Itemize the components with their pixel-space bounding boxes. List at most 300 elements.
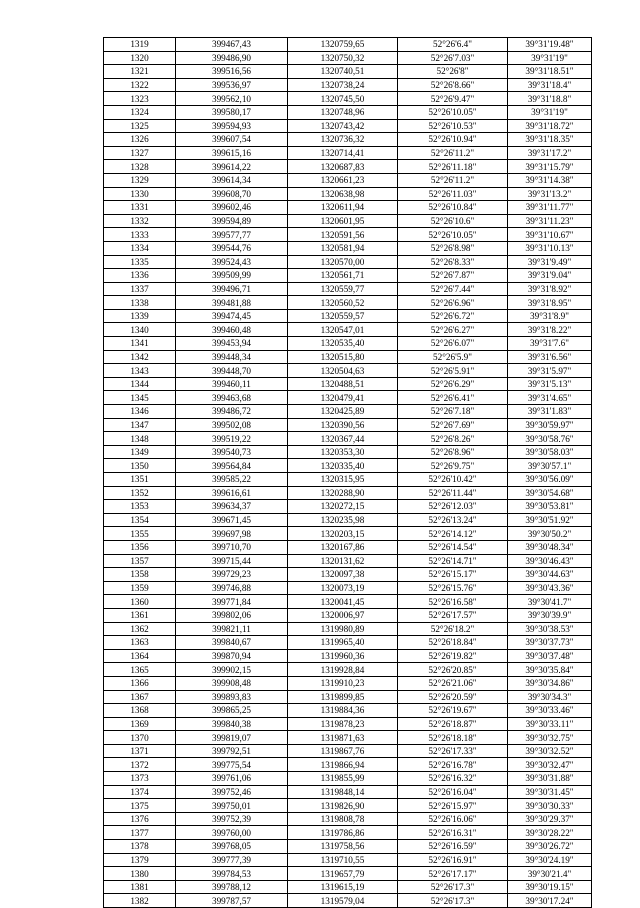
table-row bbox=[104, 826, 592, 840]
point-number-cell: 1380 bbox=[104, 867, 176, 881]
longitude-cell: 39°30'31.45" bbox=[508, 785, 592, 799]
y-coordinate-cell: 1319910,23 bbox=[288, 676, 398, 690]
x-coordinate-cell: 399752,39 bbox=[176, 812, 288, 826]
point-number-cell: 1359 bbox=[104, 581, 176, 595]
point-number-cell: 1357 bbox=[104, 554, 176, 568]
latitude-cell: 52°26'10.42" bbox=[398, 473, 508, 487]
table-row bbox=[104, 812, 592, 826]
point-number-cell: 1375 bbox=[104, 799, 176, 813]
y-coordinate-cell: 1320367,44 bbox=[288, 432, 398, 446]
y-coordinate-cell: 1320714,41 bbox=[288, 146, 398, 160]
longitude-cell: 39°31'5.13" bbox=[508, 377, 592, 391]
point-number-cell: 1336 bbox=[104, 269, 176, 283]
longitude-cell: 39°30'26.72" bbox=[508, 840, 592, 854]
y-coordinate-cell: 1319855,99 bbox=[288, 772, 398, 786]
table-row bbox=[104, 595, 592, 609]
table-row bbox=[104, 445, 592, 459]
y-coordinate-cell: 1320559,57 bbox=[288, 309, 398, 323]
point-number-cell: 1340 bbox=[104, 323, 176, 337]
x-coordinate-cell: 399775,54 bbox=[176, 758, 288, 772]
x-coordinate-cell: 399481,88 bbox=[176, 296, 288, 310]
x-coordinate-cell: 399802,06 bbox=[176, 608, 288, 622]
x-coordinate-cell: 399908,48 bbox=[176, 676, 288, 690]
latitude-cell: 52°26'16.78" bbox=[398, 758, 508, 772]
x-coordinate-cell: 399460,11 bbox=[176, 377, 288, 391]
point-number-cell: 1337 bbox=[104, 282, 176, 296]
latitude-cell: 52°26'16.58" bbox=[398, 595, 508, 609]
longitude-cell: 39°30'57.1" bbox=[508, 459, 592, 473]
longitude-cell: 39°31'6.56" bbox=[508, 350, 592, 364]
latitude-cell: 52°26'13.24" bbox=[398, 513, 508, 527]
point-number-cell: 1366 bbox=[104, 676, 176, 690]
table-row bbox=[104, 228, 592, 242]
longitude-cell: 39°31'18.4" bbox=[508, 78, 592, 92]
latitude-cell: 52°26'5.91" bbox=[398, 364, 508, 378]
y-coordinate-cell: 1320390,56 bbox=[288, 418, 398, 432]
latitude-cell: 52°26'19.82" bbox=[398, 649, 508, 663]
table-row bbox=[104, 65, 592, 79]
latitude-cell: 52°26'12.03" bbox=[398, 500, 508, 514]
table-row bbox=[104, 173, 592, 187]
y-coordinate-cell: 1320167,86 bbox=[288, 540, 398, 554]
longitude-cell: 39°30'38.53" bbox=[508, 622, 592, 636]
longitude-cell: 39°31'15.79" bbox=[508, 160, 592, 174]
point-number-cell: 1361 bbox=[104, 608, 176, 622]
point-number-cell: 1381 bbox=[104, 880, 176, 894]
point-number-cell: 1374 bbox=[104, 785, 176, 799]
latitude-cell: 52°26'9.47" bbox=[398, 92, 508, 106]
y-coordinate-cell: 1319786,86 bbox=[288, 826, 398, 840]
y-coordinate-cell: 1319866,94 bbox=[288, 758, 398, 772]
point-number-cell: 1335 bbox=[104, 255, 176, 269]
point-number-cell: 1338 bbox=[104, 296, 176, 310]
latitude-cell: 52°26'18.84" bbox=[398, 636, 508, 650]
point-number-cell: 1344 bbox=[104, 377, 176, 391]
point-number-cell: 1378 bbox=[104, 840, 176, 854]
point-number-cell: 1371 bbox=[104, 744, 176, 758]
longitude-cell: 39°30'58.03" bbox=[508, 445, 592, 459]
point-number-cell: 1322 bbox=[104, 78, 176, 92]
latitude-cell: 52°26'20.85" bbox=[398, 663, 508, 677]
table-row bbox=[104, 255, 592, 269]
x-coordinate-cell: 399771,84 bbox=[176, 595, 288, 609]
longitude-cell: 39°30'31.88" bbox=[508, 772, 592, 786]
point-number-cell: 1368 bbox=[104, 704, 176, 718]
table-row bbox=[104, 309, 592, 323]
y-coordinate-cell: 1320748,96 bbox=[288, 105, 398, 119]
table-row bbox=[104, 690, 592, 704]
y-coordinate-cell: 1320638,98 bbox=[288, 187, 398, 201]
longitude-cell: 39°31'11.23" bbox=[508, 214, 592, 228]
x-coordinate-cell: 399865,25 bbox=[176, 704, 288, 718]
point-number-cell: 1330 bbox=[104, 187, 176, 201]
longitude-cell: 39°31'19" bbox=[508, 51, 592, 65]
y-coordinate-cell: 1319579,04 bbox=[288, 894, 398, 908]
longitude-cell: 39°30'39.9" bbox=[508, 608, 592, 622]
point-number-cell: 1351 bbox=[104, 473, 176, 487]
point-number-cell: 1343 bbox=[104, 364, 176, 378]
latitude-cell: 52°26'11.2" bbox=[398, 173, 508, 187]
longitude-cell: 39°31'8.9" bbox=[508, 309, 592, 323]
point-number-cell: 1319 bbox=[104, 38, 176, 52]
longitude-cell: 39°30'17.24" bbox=[508, 894, 592, 908]
latitude-cell: 52°26'8" bbox=[398, 65, 508, 79]
latitude-cell: 52°26'10.05" bbox=[398, 105, 508, 119]
latitude-cell: 52°26'6.27" bbox=[398, 323, 508, 337]
latitude-cell: 52°26'11.2" bbox=[398, 146, 508, 160]
longitude-cell: 39°30'33.11" bbox=[508, 717, 592, 731]
table-row bbox=[104, 731, 592, 745]
longitude-cell: 39°30'32.47" bbox=[508, 758, 592, 772]
longitude-cell: 39°31'8.22" bbox=[508, 323, 592, 337]
y-coordinate-cell: 1320743,42 bbox=[288, 119, 398, 133]
longitude-cell: 39°30'21.4" bbox=[508, 867, 592, 881]
longitude-cell: 39°30'44.63" bbox=[508, 568, 592, 582]
point-number-cell: 1332 bbox=[104, 214, 176, 228]
y-coordinate-cell: 1320687,83 bbox=[288, 160, 398, 174]
point-number-cell: 1382 bbox=[104, 894, 176, 908]
x-coordinate-cell: 399788,12 bbox=[176, 880, 288, 894]
point-number-cell: 1339 bbox=[104, 309, 176, 323]
latitude-cell: 52°26'7.18" bbox=[398, 405, 508, 419]
y-coordinate-cell: 1320272,15 bbox=[288, 500, 398, 514]
longitude-cell: 39°31'17.2" bbox=[508, 146, 592, 160]
y-coordinate-cell: 1320581,94 bbox=[288, 241, 398, 255]
latitude-cell: 52°26'8.66" bbox=[398, 78, 508, 92]
y-coordinate-cell: 1320235,98 bbox=[288, 513, 398, 527]
y-coordinate-cell: 1320661,23 bbox=[288, 173, 398, 187]
latitude-cell: 52°26'17.17" bbox=[398, 867, 508, 881]
longitude-cell: 39°30'35.84" bbox=[508, 663, 592, 677]
latitude-cell: 52°26'5.9" bbox=[398, 350, 508, 364]
point-number-cell: 1329 bbox=[104, 173, 176, 187]
longitude-cell: 39°31'18.35" bbox=[508, 133, 592, 147]
longitude-cell: 39°31'11.77" bbox=[508, 201, 592, 215]
y-coordinate-cell: 1319826,90 bbox=[288, 799, 398, 813]
x-coordinate-cell: 399634,37 bbox=[176, 500, 288, 514]
x-coordinate-cell: 399608,70 bbox=[176, 187, 288, 201]
point-number-cell: 1341 bbox=[104, 337, 176, 351]
y-coordinate-cell: 1320591,56 bbox=[288, 228, 398, 242]
latitude-cell: 52°26'10.84" bbox=[398, 201, 508, 215]
longitude-cell: 39°31'10.13" bbox=[508, 241, 592, 255]
x-coordinate-cell: 399710,70 bbox=[176, 540, 288, 554]
longitude-cell: 39°30'51.92" bbox=[508, 513, 592, 527]
longitude-cell: 39°30'33.46" bbox=[508, 704, 592, 718]
y-coordinate-cell: 1320041,45 bbox=[288, 595, 398, 609]
table-row bbox=[104, 78, 592, 92]
longitude-cell: 39°30'59.97" bbox=[508, 418, 592, 432]
y-coordinate-cell: 1320488,51 bbox=[288, 377, 398, 391]
x-coordinate-cell: 399746,88 bbox=[176, 581, 288, 595]
y-coordinate-cell: 1319808,78 bbox=[288, 812, 398, 826]
longitude-cell: 39°31'5.97" bbox=[508, 364, 592, 378]
latitude-cell: 52°26'7.87" bbox=[398, 269, 508, 283]
latitude-cell: 52°26'11.03" bbox=[398, 187, 508, 201]
x-coordinate-cell: 399602,46 bbox=[176, 201, 288, 215]
latitude-cell: 52°26'18.2" bbox=[398, 622, 508, 636]
latitude-cell: 52°26'7.69" bbox=[398, 418, 508, 432]
table-row bbox=[104, 649, 592, 663]
y-coordinate-cell: 1320559,77 bbox=[288, 282, 398, 296]
latitude-cell: 52°26'8.26" bbox=[398, 432, 508, 446]
longitude-cell: 39°30'56.09" bbox=[508, 473, 592, 487]
point-number-cell: 1349 bbox=[104, 445, 176, 459]
point-number-cell: 1328 bbox=[104, 160, 176, 174]
x-coordinate-cell: 399453,94 bbox=[176, 337, 288, 351]
latitude-cell: 52°26'18.18" bbox=[398, 731, 508, 745]
y-coordinate-cell: 1320745,50 bbox=[288, 92, 398, 106]
x-coordinate-cell: 399715,44 bbox=[176, 554, 288, 568]
point-number-cell: 1370 bbox=[104, 731, 176, 745]
x-coordinate-cell: 399840,67 bbox=[176, 636, 288, 650]
x-coordinate-cell: 399750,01 bbox=[176, 799, 288, 813]
y-coordinate-cell: 1319758,56 bbox=[288, 840, 398, 854]
coordinates-table bbox=[103, 37, 592, 908]
longitude-cell: 39°31'19" bbox=[508, 105, 592, 119]
latitude-cell: 52°26'6.41" bbox=[398, 391, 508, 405]
y-coordinate-cell: 1319960,36 bbox=[288, 649, 398, 663]
y-coordinate-cell: 1320547,01 bbox=[288, 323, 398, 337]
table-row bbox=[104, 364, 592, 378]
point-number-cell: 1320 bbox=[104, 51, 176, 65]
x-coordinate-cell: 399585,22 bbox=[176, 473, 288, 487]
point-number-cell: 1376 bbox=[104, 812, 176, 826]
longitude-cell: 39°30'32.75" bbox=[508, 731, 592, 745]
table-row bbox=[104, 214, 592, 228]
x-coordinate-cell: 399580,17 bbox=[176, 105, 288, 119]
table-row bbox=[104, 540, 592, 554]
point-number-cell: 1365 bbox=[104, 663, 176, 677]
x-coordinate-cell: 399729,23 bbox=[176, 568, 288, 582]
x-coordinate-cell: 399577,77 bbox=[176, 228, 288, 242]
y-coordinate-cell: 1320561,71 bbox=[288, 269, 398, 283]
table-row bbox=[104, 391, 592, 405]
y-coordinate-cell: 1320740,51 bbox=[288, 65, 398, 79]
longitude-cell: 39°30'58.76" bbox=[508, 432, 592, 446]
point-number-cell: 1342 bbox=[104, 350, 176, 364]
point-number-cell: 1321 bbox=[104, 65, 176, 79]
y-coordinate-cell: 1320515,80 bbox=[288, 350, 398, 364]
longitude-cell: 39°31'19.48" bbox=[508, 38, 592, 52]
longitude-cell: 39°31'7.6" bbox=[508, 337, 592, 351]
latitude-cell: 52°26'14.54" bbox=[398, 540, 508, 554]
x-coordinate-cell: 399768,05 bbox=[176, 840, 288, 854]
table-row bbox=[104, 432, 592, 446]
latitude-cell: 52°26'6.72" bbox=[398, 309, 508, 323]
table-row bbox=[104, 527, 592, 541]
table-row bbox=[104, 459, 592, 473]
x-coordinate-cell: 399496,71 bbox=[176, 282, 288, 296]
point-number-cell: 1379 bbox=[104, 853, 176, 867]
y-coordinate-cell: 1320759,65 bbox=[288, 38, 398, 52]
table-row bbox=[104, 296, 592, 310]
latitude-cell: 52°26'17.3" bbox=[398, 880, 508, 894]
longitude-cell: 39°30'30.33" bbox=[508, 799, 592, 813]
latitude-cell: 52°26'11.18" bbox=[398, 160, 508, 174]
x-coordinate-cell: 399463,68 bbox=[176, 391, 288, 405]
point-number-cell: 1326 bbox=[104, 133, 176, 147]
x-coordinate-cell: 399544,76 bbox=[176, 241, 288, 255]
latitude-cell: 52°26'17.57" bbox=[398, 608, 508, 622]
x-coordinate-cell: 399607,54 bbox=[176, 133, 288, 147]
latitude-cell: 52°26'20.59" bbox=[398, 690, 508, 704]
longitude-cell: 39°30'37.48" bbox=[508, 649, 592, 663]
point-number-cell: 1347 bbox=[104, 418, 176, 432]
x-coordinate-cell: 399564,84 bbox=[176, 459, 288, 473]
latitude-cell: 52°26'7.03" bbox=[398, 51, 508, 65]
table-row bbox=[104, 486, 592, 500]
x-coordinate-cell: 399821,11 bbox=[176, 622, 288, 636]
longitude-cell: 39°30'34.3" bbox=[508, 690, 592, 704]
latitude-cell: 52°26'11.44" bbox=[398, 486, 508, 500]
longitude-cell: 39°31'8.95" bbox=[508, 296, 592, 310]
x-coordinate-cell: 399760,00 bbox=[176, 826, 288, 840]
longitude-cell: 39°30'28.22" bbox=[508, 826, 592, 840]
table-row bbox=[104, 581, 592, 595]
x-coordinate-cell: 399671,45 bbox=[176, 513, 288, 527]
longitude-cell: 39°30'19.15" bbox=[508, 880, 592, 894]
point-number-cell: 1364 bbox=[104, 649, 176, 663]
latitude-cell: 52°26'8.33" bbox=[398, 255, 508, 269]
longitude-cell: 39°30'24.19" bbox=[508, 853, 592, 867]
latitude-cell: 52°26'16.32" bbox=[398, 772, 508, 786]
x-coordinate-cell: 399787,57 bbox=[176, 894, 288, 908]
table-row bbox=[104, 160, 592, 174]
y-coordinate-cell: 1319657,79 bbox=[288, 867, 398, 881]
latitude-cell: 52°26'8.96" bbox=[398, 445, 508, 459]
point-number-cell: 1372 bbox=[104, 758, 176, 772]
table-row bbox=[104, 418, 592, 432]
latitude-cell: 52°26'10.05" bbox=[398, 228, 508, 242]
table-row bbox=[104, 513, 592, 527]
y-coordinate-cell: 1320353,30 bbox=[288, 445, 398, 459]
latitude-cell: 52°26'17.3" bbox=[398, 894, 508, 908]
y-coordinate-cell: 1320006,97 bbox=[288, 608, 398, 622]
x-coordinate-cell: 399870,94 bbox=[176, 649, 288, 663]
table-row bbox=[104, 323, 592, 337]
point-number-cell: 1355 bbox=[104, 527, 176, 541]
longitude-cell: 39°30'29.37" bbox=[508, 812, 592, 826]
y-coordinate-cell: 1319710,55 bbox=[288, 853, 398, 867]
y-coordinate-cell: 1319899,85 bbox=[288, 690, 398, 704]
x-coordinate-cell: 399486,90 bbox=[176, 51, 288, 65]
table-row bbox=[104, 500, 592, 514]
longitude-cell: 39°31'13.2" bbox=[508, 187, 592, 201]
table-row bbox=[104, 146, 592, 160]
x-coordinate-cell: 399614,22 bbox=[176, 160, 288, 174]
longitude-cell: 39°31'9.49" bbox=[508, 255, 592, 269]
point-number-cell: 1334 bbox=[104, 241, 176, 255]
table-row bbox=[104, 119, 592, 133]
latitude-cell: 52°26'15.97" bbox=[398, 799, 508, 813]
latitude-cell: 52°26'7.44" bbox=[398, 282, 508, 296]
y-coordinate-cell: 1319878,23 bbox=[288, 717, 398, 731]
table-row bbox=[104, 269, 592, 283]
point-number-cell: 1356 bbox=[104, 540, 176, 554]
y-coordinate-cell: 1320479,41 bbox=[288, 391, 398, 405]
point-number-cell: 1333 bbox=[104, 228, 176, 242]
x-coordinate-cell: 399615,16 bbox=[176, 146, 288, 160]
x-coordinate-cell: 399467,43 bbox=[176, 38, 288, 52]
point-number-cell: 1325 bbox=[104, 119, 176, 133]
y-coordinate-cell: 1320203,15 bbox=[288, 527, 398, 541]
latitude-cell: 52°26'6.29" bbox=[398, 377, 508, 391]
point-number-cell: 1346 bbox=[104, 405, 176, 419]
table-row bbox=[104, 554, 592, 568]
latitude-cell: 52°26'6.96" bbox=[398, 296, 508, 310]
x-coordinate-cell: 399448,70 bbox=[176, 364, 288, 378]
point-number-cell: 1362 bbox=[104, 622, 176, 636]
x-coordinate-cell: 399752,46 bbox=[176, 785, 288, 799]
x-coordinate-cell: 399524,43 bbox=[176, 255, 288, 269]
latitude-cell: 52°26'10.53" bbox=[398, 119, 508, 133]
x-coordinate-cell: 399819,07 bbox=[176, 731, 288, 745]
longitude-cell: 39°31'18.8" bbox=[508, 92, 592, 106]
y-coordinate-cell: 1320535,40 bbox=[288, 337, 398, 351]
x-coordinate-cell: 399902,15 bbox=[176, 663, 288, 677]
x-coordinate-cell: 399594,93 bbox=[176, 119, 288, 133]
y-coordinate-cell: 1320611,94 bbox=[288, 201, 398, 215]
table-row bbox=[104, 187, 592, 201]
longitude-cell: 39°31'1.83" bbox=[508, 405, 592, 419]
table-row bbox=[104, 38, 592, 52]
table-row bbox=[104, 717, 592, 731]
x-coordinate-cell: 399509,99 bbox=[176, 269, 288, 283]
table-row bbox=[104, 241, 592, 255]
table-row bbox=[104, 201, 592, 215]
x-coordinate-cell: 399840,38 bbox=[176, 717, 288, 731]
table-row bbox=[104, 337, 592, 351]
x-coordinate-cell: 399562,10 bbox=[176, 92, 288, 106]
y-coordinate-cell: 1320750,32 bbox=[288, 51, 398, 65]
table-row bbox=[104, 568, 592, 582]
longitude-cell: 39°30'34.86" bbox=[508, 676, 592, 690]
x-coordinate-cell: 399540,73 bbox=[176, 445, 288, 459]
table-row bbox=[104, 772, 592, 786]
x-coordinate-cell: 399474,45 bbox=[176, 309, 288, 323]
point-number-cell: 1348 bbox=[104, 432, 176, 446]
longitude-cell: 39°30'48.34" bbox=[508, 540, 592, 554]
table-row bbox=[104, 608, 592, 622]
latitude-cell: 52°26'19.67" bbox=[398, 704, 508, 718]
longitude-cell: 39°30'41.7" bbox=[508, 595, 592, 609]
y-coordinate-cell: 1320288,90 bbox=[288, 486, 398, 500]
longitude-cell: 39°31'8.92" bbox=[508, 282, 592, 296]
y-coordinate-cell: 1320560,52 bbox=[288, 296, 398, 310]
longitude-cell: 39°30'54.68" bbox=[508, 486, 592, 500]
point-number-cell: 1323 bbox=[104, 92, 176, 106]
latitude-cell: 52°26'14.71" bbox=[398, 554, 508, 568]
y-coordinate-cell: 1320131,62 bbox=[288, 554, 398, 568]
y-coordinate-cell: 1319980,89 bbox=[288, 622, 398, 636]
longitude-cell: 39°30'53.81" bbox=[508, 500, 592, 514]
table-row bbox=[104, 377, 592, 391]
x-coordinate-cell: 399594,89 bbox=[176, 214, 288, 228]
table-row bbox=[104, 744, 592, 758]
table-row bbox=[104, 405, 592, 419]
x-coordinate-cell: 399761,06 bbox=[176, 772, 288, 786]
latitude-cell: 52°26'15.17" bbox=[398, 568, 508, 582]
longitude-cell: 39°30'43.36" bbox=[508, 581, 592, 595]
y-coordinate-cell: 1319615,19 bbox=[288, 880, 398, 894]
table-row bbox=[104, 799, 592, 813]
x-coordinate-cell: 399784,53 bbox=[176, 867, 288, 881]
latitude-cell: 52°26'14.12" bbox=[398, 527, 508, 541]
latitude-cell: 52°26'16.59" bbox=[398, 840, 508, 854]
longitude-cell: 39°31'9.04" bbox=[508, 269, 592, 283]
table-row bbox=[104, 92, 592, 106]
